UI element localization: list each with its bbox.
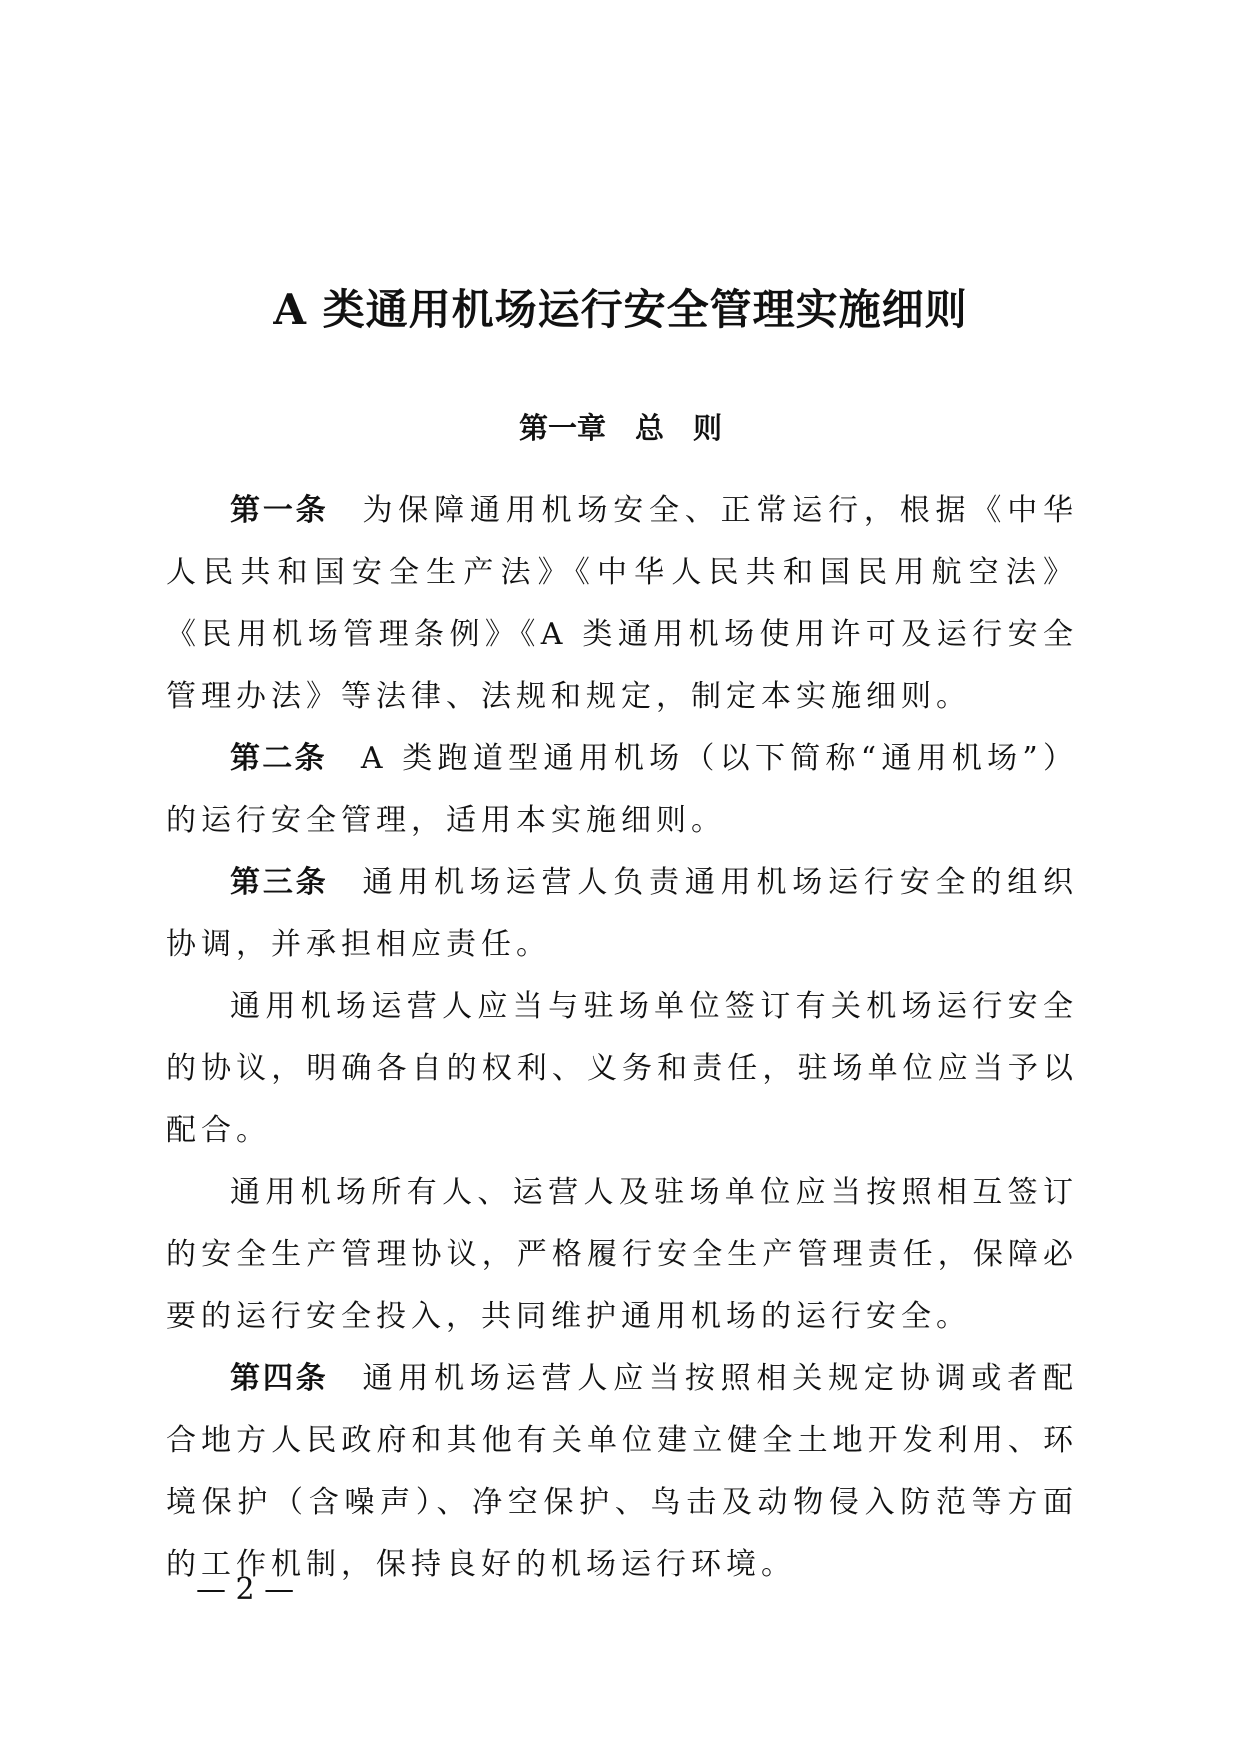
- page-number: — 2 —: [196, 1572, 295, 1607]
- paragraph-text: A 类跑道型通用机场（以下简称“通用机场”）的运行安全管理，适用本实施细则。: [166, 741, 1079, 838]
- article-4-paragraph: [166, 1348, 1078, 1596]
- article-number: 第四条: [230, 1361, 329, 1396]
- article-1-paragraph: [166, 480, 1078, 728]
- paragraph-text: 通用机场运营人应当与驻场单位签订有关机场运行安全的协议，明确各自的权利、义务和责任，驻场单位应当予以配合。: [166, 989, 1078, 1148]
- article-3-clause-2: [166, 976, 1078, 1162]
- article-3-paragraph: [166, 852, 1078, 976]
- article-3-clause-3: [166, 1162, 1078, 1348]
- article-number: 第二条: [230, 741, 327, 776]
- paragraph-text: 通用机场运营人负责通用机场运行安全的组织协调，并承担相应责任。: [166, 865, 1079, 962]
- document-body: [166, 480, 1078, 1596]
- paragraph-text: 通用机场所有人、运营人及驻场单位应当按照相互签订的安全生产管理协议，严格履行安全生产管理责任，保障必要的运行安全投入，共同维护通用机场的运行安全。: [166, 1175, 1078, 1334]
- article-2-paragraph: [166, 728, 1078, 852]
- chapter-heading: 第一章 总 则: [518, 411, 722, 445]
- paragraph-text: 为保障通用机场安全、正常运行，根据《中华人民共和国安全生产法》《中华人民共和国民用航空法》《民用机场管理条例》《A 类通用机场使用许可及运行安全管理办法》等法律、法规和规定，制定本实施细则。: [166, 493, 1079, 714]
- article-number: 第一条: [230, 493, 329, 528]
- paragraph-text: 通用机场运营人应当按照相关规定协调或者配合地方人民政府和其他有关单位建立健全土地开发利用、环境保护（含噪声）、净空保护、鸟击及动物侵入防范等方面的工作机制，保持良好的机场运行环境。: [166, 1361, 1079, 1582]
- article-number: 第三条: [230, 865, 329, 900]
- document-title: A 类通用机场运行安全管理实施细则: [273, 285, 968, 334]
